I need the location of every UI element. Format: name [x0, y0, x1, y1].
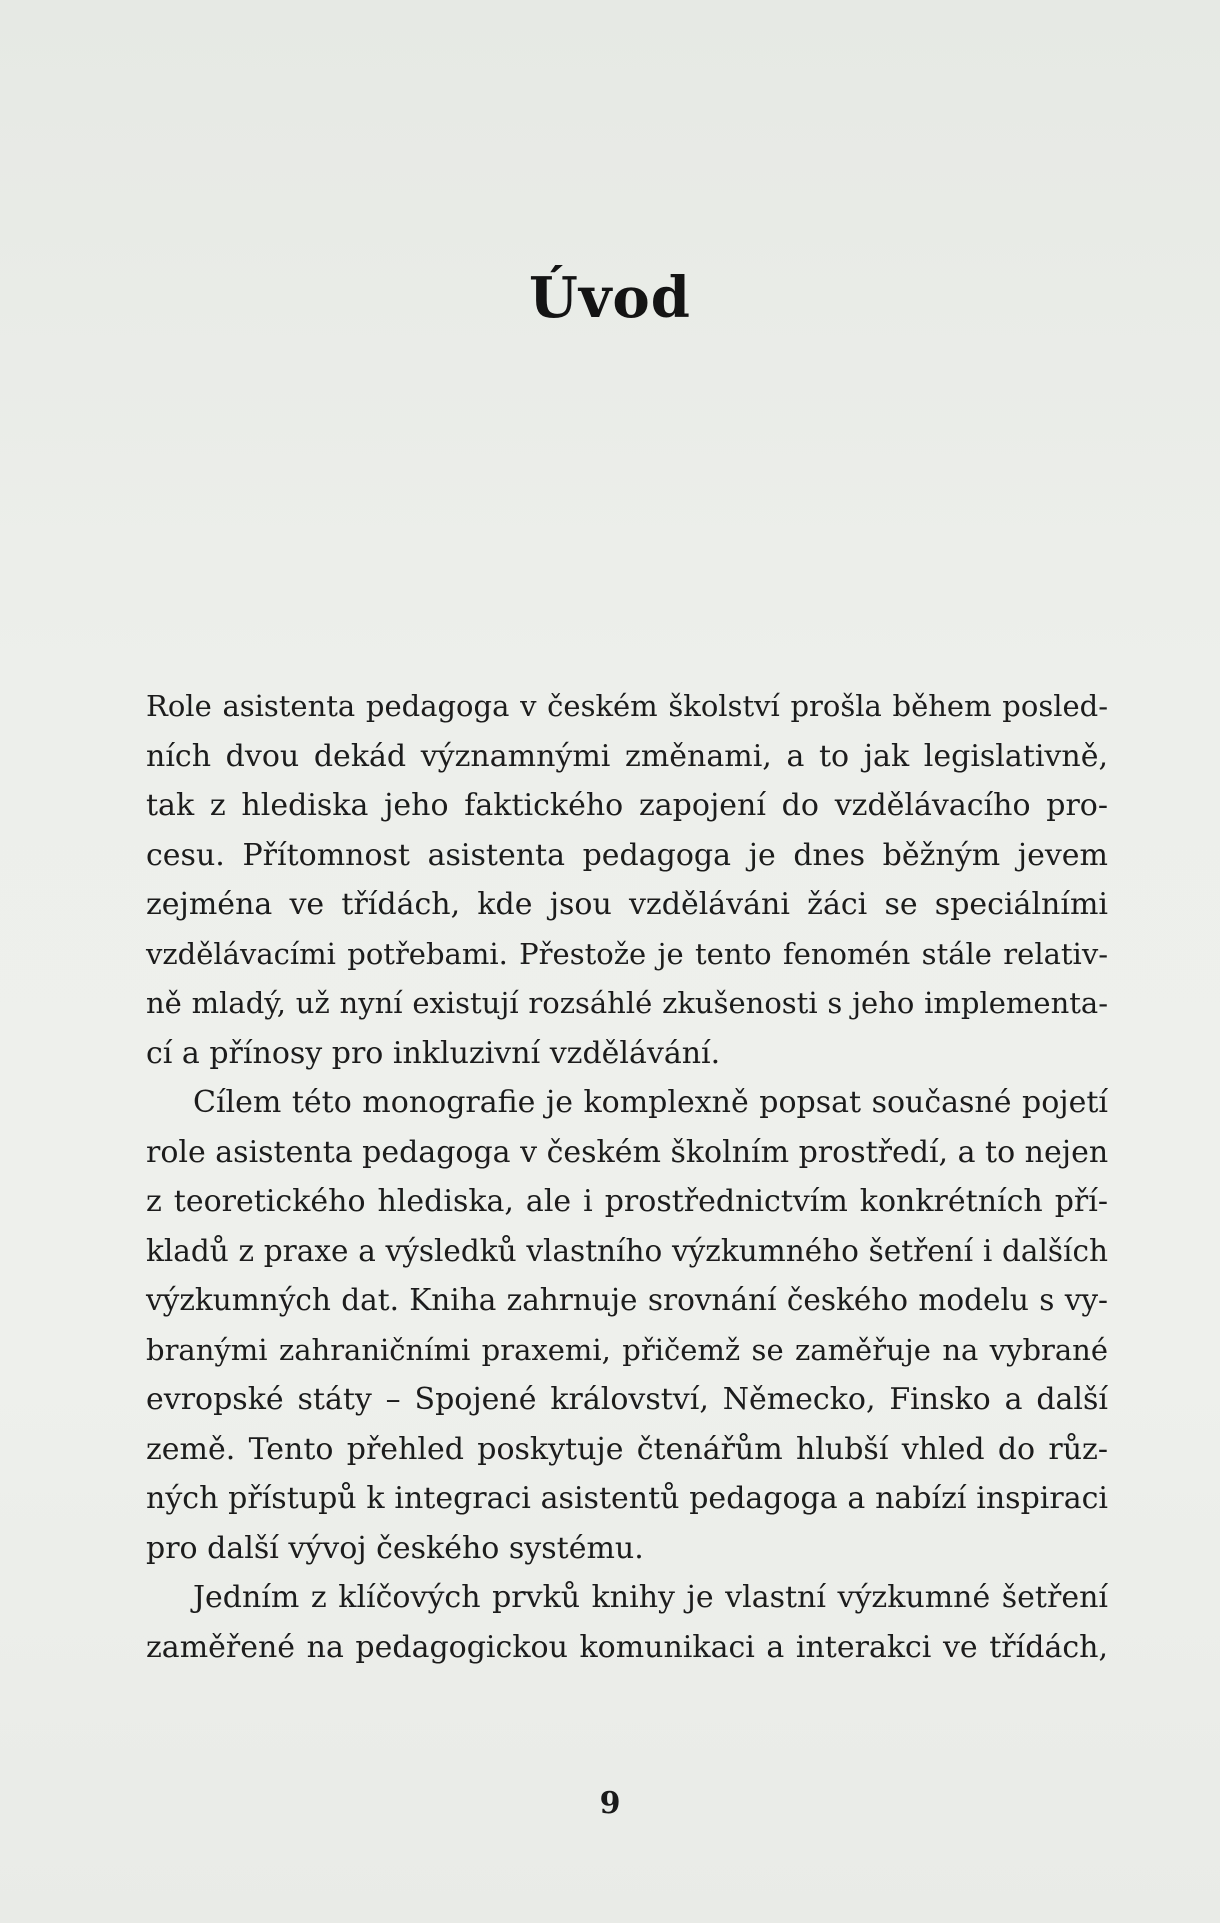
text-line: vzdělávacími potřebami. Přestože je tento fenomén stále relativ-: [146, 936, 1108, 971]
chapter-title: Úvod: [529, 265, 691, 331]
text-line: Jedním z klíčových prvků knihy je vlastní výzkumné šetření: [193, 1580, 1108, 1615]
text-line: země. Tento přehled poskytuje čtenářům hlubší vhled do růz-: [146, 1431, 1108, 1467]
text-line: zejména ve třídách, kde jsou vzděláváni žáci se speciálními: [146, 887, 1108, 922]
text-line: ně mladý, už nyní existují rozsáhlé zkušenosti s jeho implementa-: [146, 986, 1108, 1020]
text-line: cí a přínosy pro inkluzivní vzdělávání.: [146, 1035, 721, 1071]
text-line: Cílem této monografie je komplexně popsat současné pojetí: [193, 1085, 1108, 1120]
paragraph-2: [146, 1078, 1108, 1573]
text-line: role asistenta pedagoga v českém školním prostředí, a to nejen: [146, 1134, 1109, 1170]
paragraph-3: [146, 1573, 1108, 1672]
body-text: [146, 682, 1108, 1672]
text-line: pro další vývoj českého systému.: [146, 1530, 644, 1566]
text-line: výzkumných dat. Kniha zahrnuje srovnání českého modelu s vy-: [146, 1283, 1108, 1317]
text-line: zaměřené na pedagogickou komunikaci a interakci ve třídách,: [146, 1629, 1108, 1665]
text-line: ních dvou dekád významnými změnami, a to jak legislativně,: [146, 738, 1108, 774]
text-line: tak z hlediska jeho faktického zapojení do vzdělávacího pro-: [146, 788, 1108, 823]
text-line: branými zahraničními praxemi, přičemž se zaměřuje na vybrané: [146, 1332, 1108, 1367]
text-line: kladů z praxe a výsledků vlastního výzkumného šetření i dalších: [146, 1233, 1108, 1268]
paragraph-1: [146, 682, 1108, 1078]
text-line: evropské státy – Spojené království, Německo, Finsko a další: [146, 1382, 1108, 1417]
text-line: ných přístupů k integraci asistentů pedagoga a nabízí inspiraci: [146, 1481, 1108, 1516]
text-line: z teoretického hlediska, ale i prostřednictvím konkrétních pří-: [146, 1184, 1108, 1219]
page-number: 9: [599, 1786, 621, 1821]
text-line: Role asistenta pedagoga v českém školství prošla během posled-: [146, 689, 1108, 723]
text-line: cesu. Přítomnost asistenta pedagoga je dnes běžným jevem: [146, 837, 1108, 873]
